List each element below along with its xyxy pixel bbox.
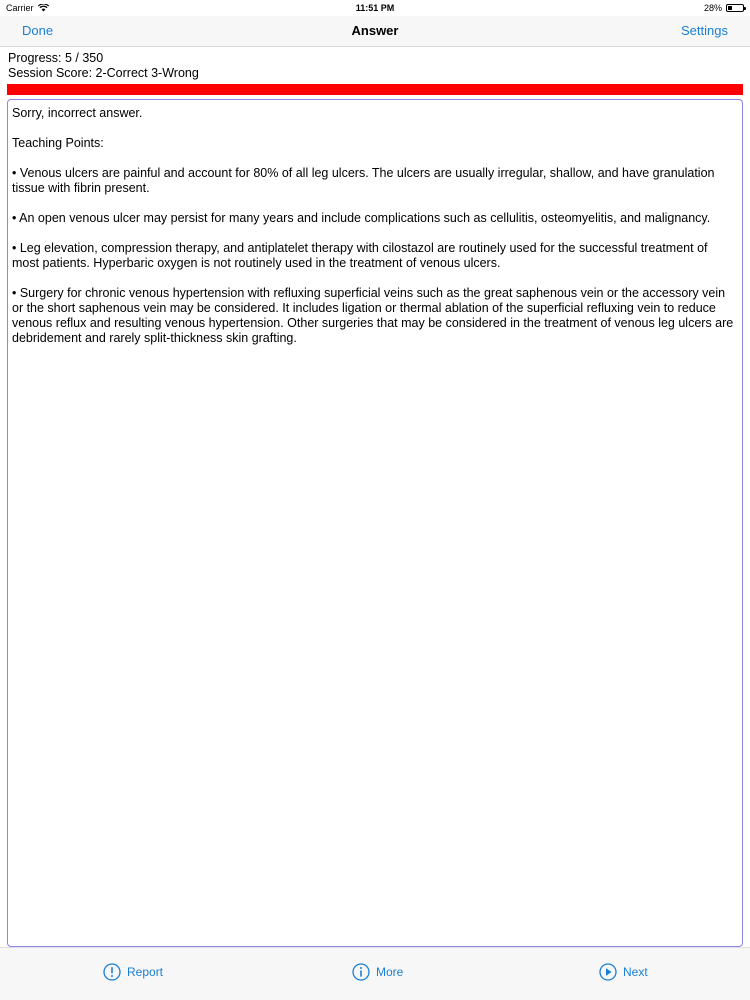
carrier-label: Carrier (6, 3, 34, 13)
teaching-point: • An open venous ulcer may persist for many years and include complications such as cellulitis, osteomyelitis, and malignancy. (12, 211, 711, 225)
more-button[interactable] (352, 963, 403, 981)
bottom-toolbar (0, 947, 750, 1000)
play-circle-icon (599, 963, 617, 981)
battery-fill (728, 6, 732, 10)
status-left (6, 3, 256, 13)
status-bar (0, 0, 750, 16)
more-label: More (376, 965, 404, 979)
page-title: Answer (351, 23, 399, 38)
status-time: 11:51 PM (355, 3, 395, 13)
done-button[interactable]: Done (22, 23, 54, 38)
teaching-points-heading: Teaching Points: (12, 136, 104, 150)
answer-text-view[interactable] (7, 99, 743, 947)
session-info (8, 51, 199, 81)
navigation-bar (0, 16, 750, 47)
settings-button[interactable]: Settings (681, 23, 728, 38)
info-circle-icon (352, 963, 370, 981)
session-score-text: Session Score: 2-Correct 3-Wrong (8, 66, 199, 80)
teaching-point: • Venous ulcers are painful and account for 80% of all leg ulcers. The ulcers are usually irregular, shallow, and have granulation tissue with fibrin present. (12, 166, 715, 195)
wifi-icon (38, 4, 49, 12)
exclamation-circle-icon (103, 963, 121, 981)
progress-text: Progress: 5 / 350 (8, 51, 104, 65)
status-right (494, 3, 744, 13)
report-label: Report (127, 965, 164, 979)
next-label: Next (623, 965, 648, 979)
report-button[interactable] (103, 963, 163, 981)
next-button[interactable] (599, 963, 648, 981)
battery-percent: 28% (703, 3, 722, 13)
teaching-point: • Leg elevation, compression therapy, and antiplatelet therapy with cilostazol are routinely used for the successful treatment of most patients. Hyperbaric oxygen is not routinely used in the treatment of venous ulcers. (12, 241, 708, 270)
progress-bar-fill (7, 84, 743, 95)
answer-result: Sorry, incorrect answer. (12, 106, 143, 120)
battery-icon (726, 4, 744, 12)
progress-bar (7, 84, 743, 95)
teaching-point: • Surgery for chronic venous hypertension with refluxing superficial veins such as the great saphenous vein or the accessory vein or the short saphenous vein may be considered. It includes ligation or thermal ablation of the superficial refluxing vein to reduce venous reflux and resulting venous hypertension. Other surgeries that may be considered in the treatment of venous leg ulcers are debridement and rarely split-thickness skin grafting. (12, 286, 734, 345)
